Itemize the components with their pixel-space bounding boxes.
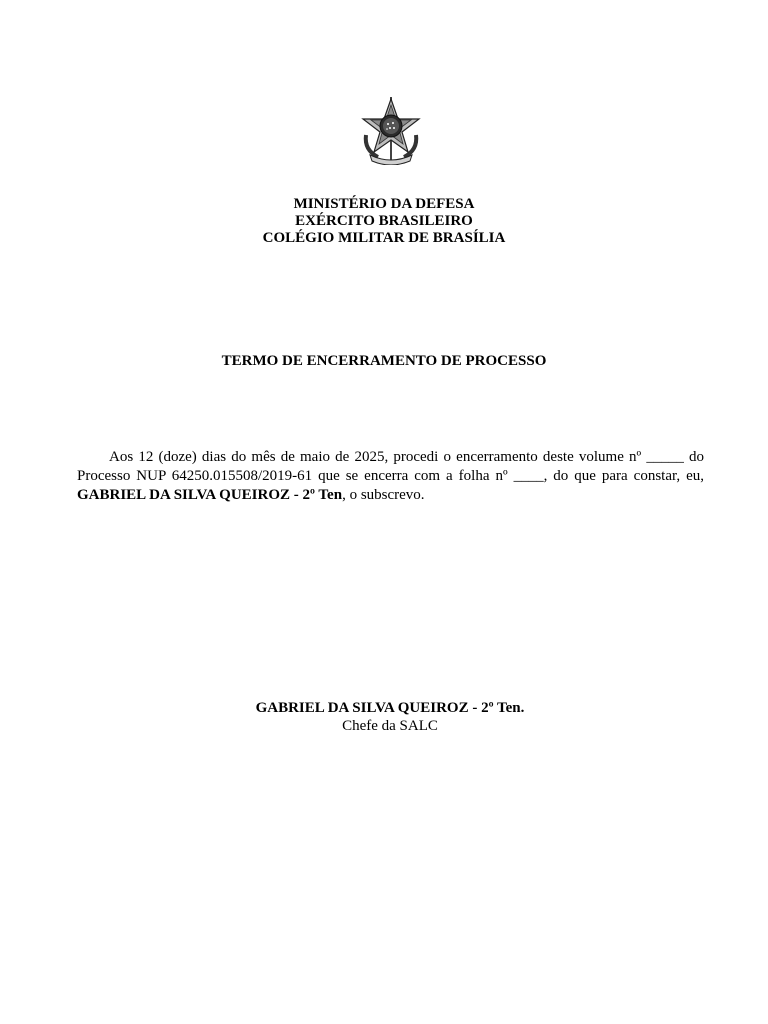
document-title: TERMO DE ENCERRAMENTO DE PROCESSO (221, 353, 547, 369)
body-text-name: GABRIEL DA SILVA QUEIROZ - 2º Ten (77, 487, 343, 503)
coat-of-arms-of-brazil-icon (356, 95, 426, 165)
body-text-part2: , o subscrevo. (342, 487, 425, 503)
document-body-paragraph (77, 448, 704, 505)
document-header (0, 196, 768, 247)
signature-name: GABRIEL DA SILVA QUEIROZ - 2º Ten. (255, 700, 525, 716)
header-ministry: MINISTÉRIO DA DEFESA (293, 196, 475, 212)
header-school: COLÉGIO MILITAR DE BRASÍLIA (262, 230, 506, 246)
body-text-part1: Aos 12 (doze) dias do mês de maio de 2025, procedi o encerramento deste volume nº _____ do Processo NUP 64250.015508/2019-61 que se encerra com a folha nº ____, do que para constar, eu, (77, 449, 704, 484)
signature-block (0, 699, 768, 735)
header-army: EXÉRCITO BRASILEIRO (295, 213, 473, 229)
signature-role: Chefe da SALC (342, 718, 438, 734)
